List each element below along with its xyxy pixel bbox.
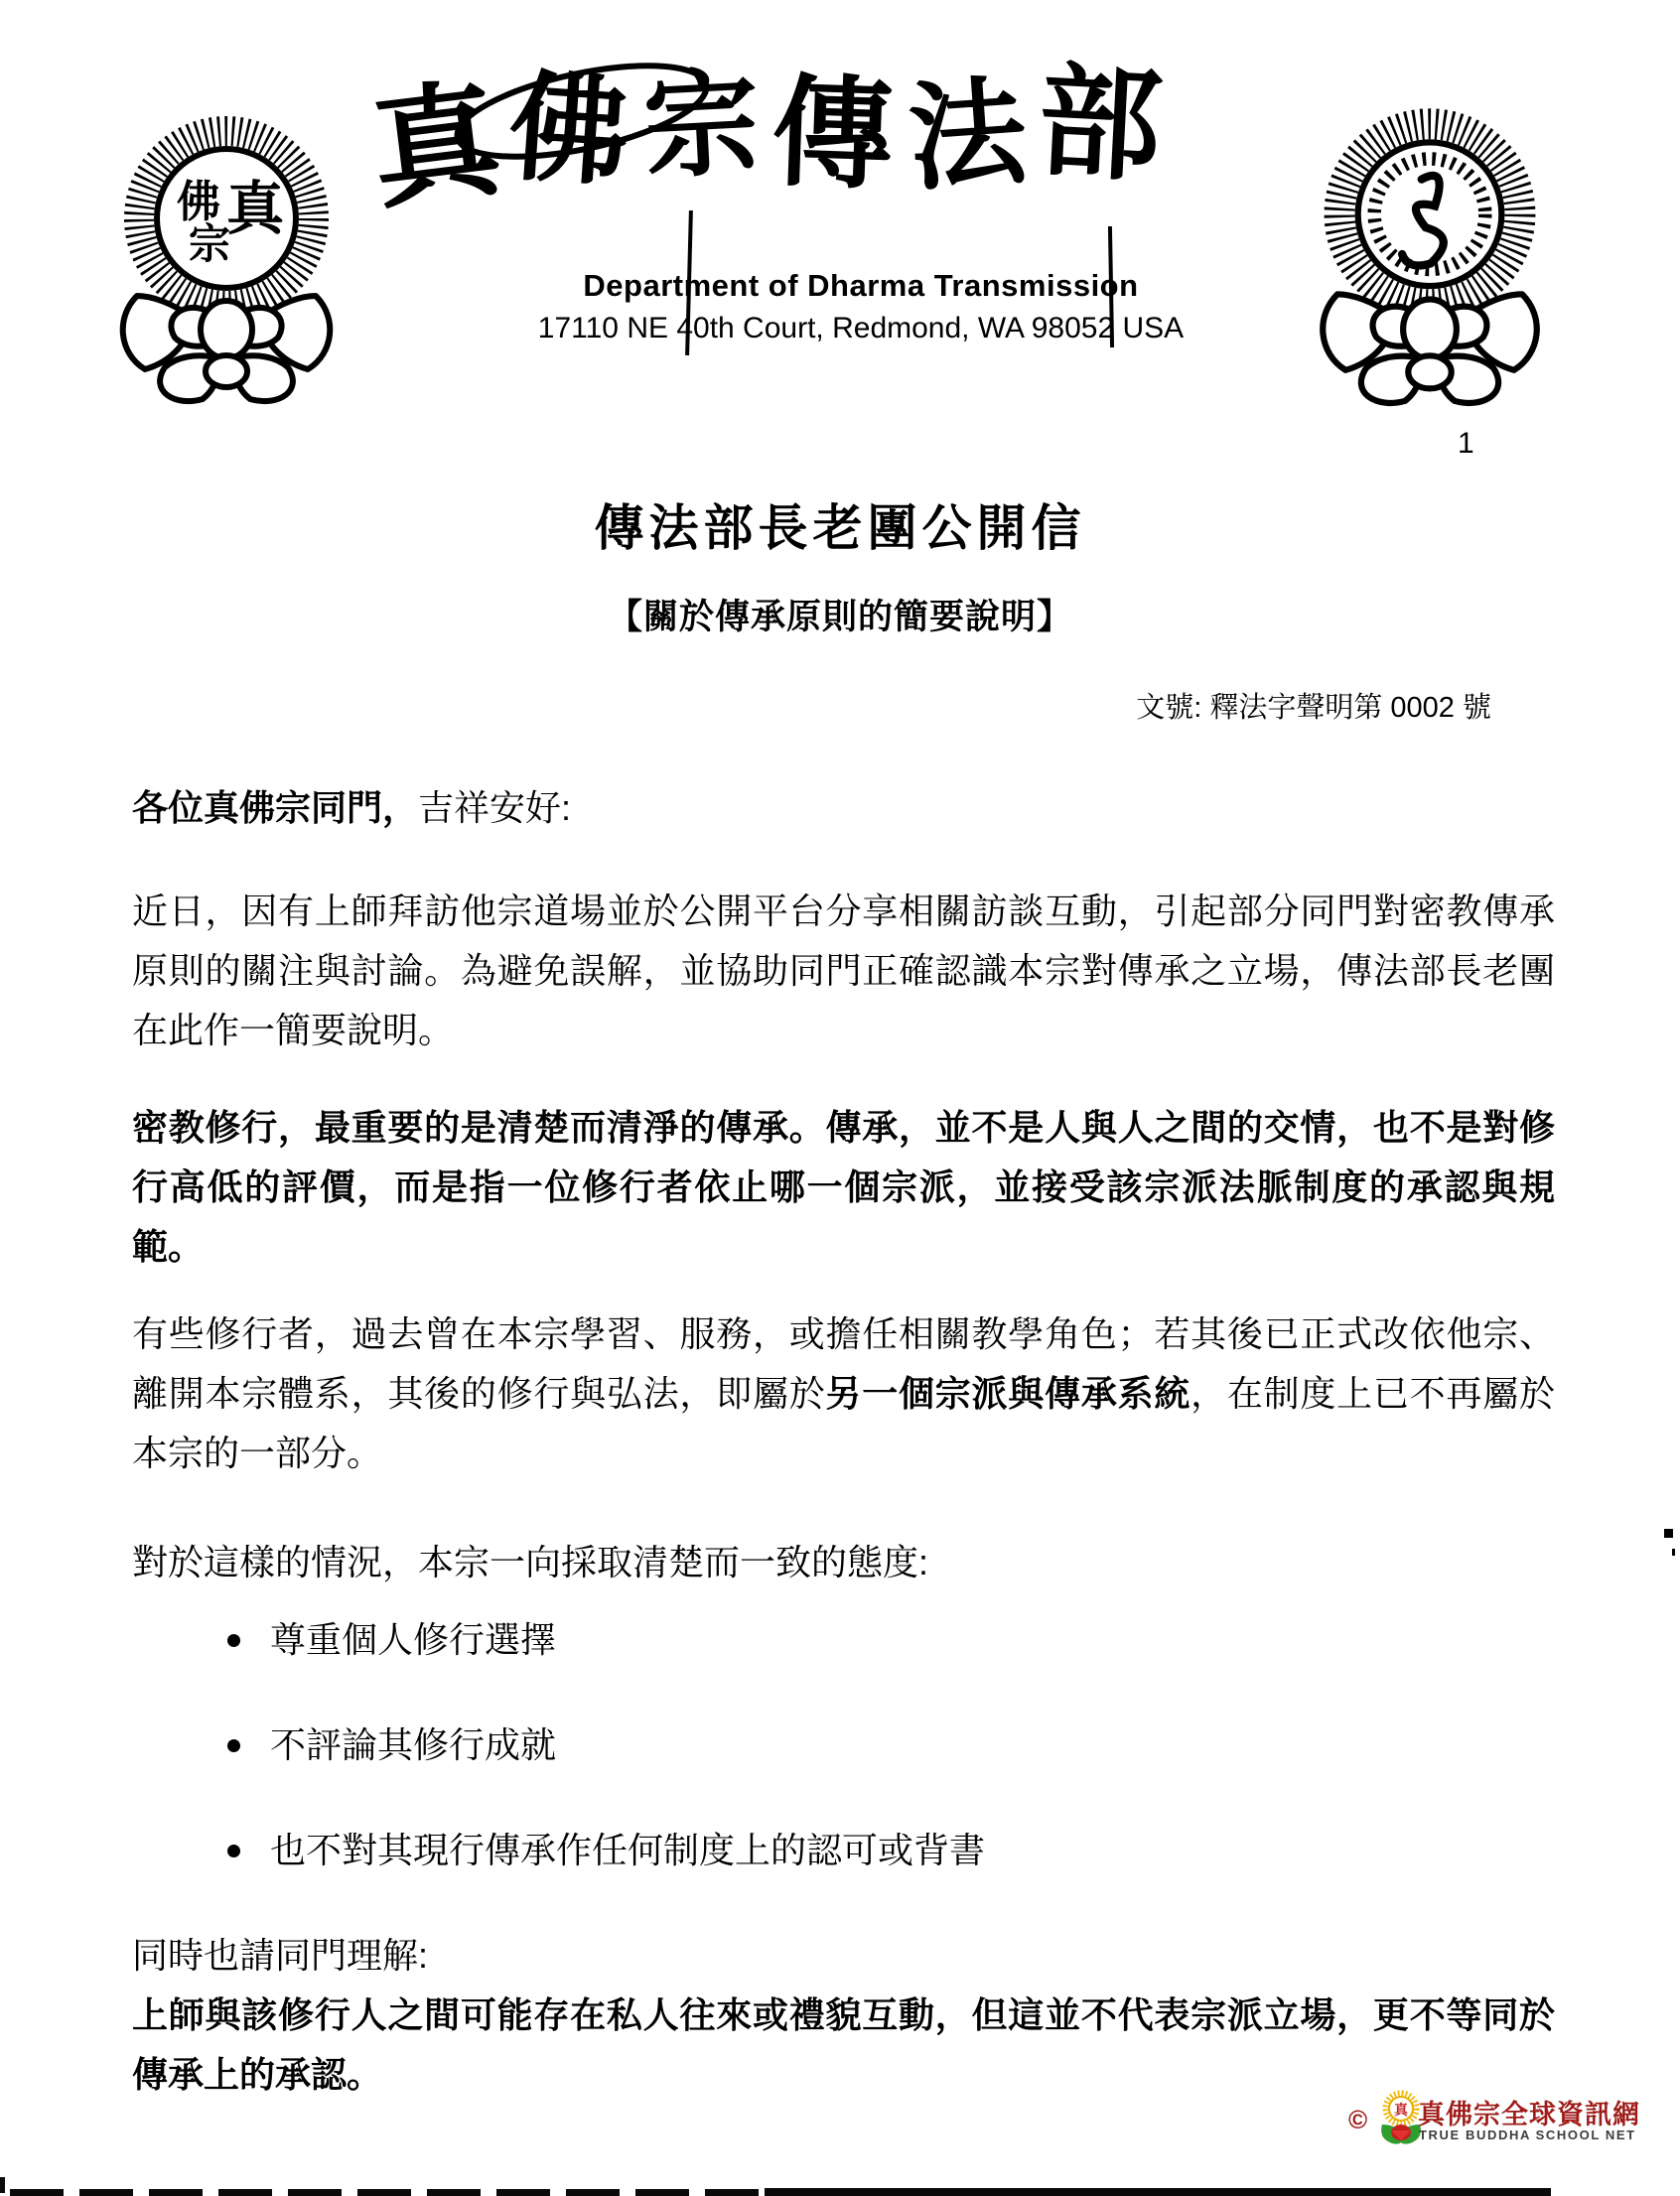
calligraphy-char: 佛 [504, 60, 633, 202]
emblem-char-mini: 真 [1394, 2102, 1408, 2118]
stance-bullet-list [132, 1610, 1555, 1880]
emblem-char-zong: 宗 [189, 220, 231, 267]
emblem-char-fo: 佛 [177, 178, 220, 226]
copyright-icon: © [1348, 2105, 1368, 2134]
letter-title: 傳法部長老團公開信 [594, 500, 1086, 556]
paragraph-understanding-intro: 同時也請同門理解: [132, 1935, 429, 1976]
scan-artifact-speck [1664, 1529, 1673, 1538]
letter-body [132, 778, 1555, 2105]
paragraph-other-lineage [132, 1304, 1555, 1483]
para3-text: ，在制度上已不再屬於本宗的一部分。 [132, 1373, 1555, 1473]
para3-emphasis: 另一個宗派與傳承系統 [825, 1373, 1191, 1414]
scan-artifact-speck [1672, 1549, 1675, 1556]
letter-subtitle: 【關於傳承原則的簡要說明】 [607, 598, 1072, 636]
emblem-char-zhen: 真 [226, 177, 285, 241]
lotus-petals [1323, 294, 1537, 403]
reference-number: 文號: 釋法字聲明第 0002 號 [1136, 692, 1491, 724]
greeting [132, 778, 1555, 838]
footer-site-name-en: TRUE BUDDHA SCHOOL NET [1419, 2127, 1636, 2142]
footer-site-name: 真佛宗全球資訊網 [1418, 2100, 1640, 2129]
department-address: 17110 NE 40th Court, Redmond, WA 98052 USA [537, 312, 1185, 344]
scan-artifact-tick [0, 2177, 5, 2193]
calligraphy-char: 宗 [640, 58, 763, 193]
seed-syllable-emblem-right [1291, 99, 1569, 407]
greeting-addressee: 各位真佛宗同門， [132, 787, 419, 828]
list-item [132, 1716, 1555, 1775]
bullet-icon [227, 1845, 240, 1857]
para3-text: 有些修行者，過去曾在本宗學習、服務，或擔任相關教學角色；若其後已正式改依他宗、離開本宗體系，其後的修行與弘法，即屬於 [132, 1313, 1555, 1414]
bullet-text: 也不對其現行傳承作任何制度上的認可或背書 [270, 1830, 986, 1870]
lotus-petals [123, 296, 331, 401]
list-item [132, 1610, 1555, 1670]
paragraph-personal-interaction: 上師與該修行人之間可能存在私人往來或禮貌互動，但這並不代表宗派立場，更不等同於傳承上的承認。 [132, 1994, 1555, 2095]
calligraphy-char: 法 [904, 66, 1031, 206]
calligraphy-school-name [363, 53, 1193, 256]
paragraph-background: 近日，因有上師拜訪他宗道場並於公開平台分享相關訪談互動，引起部分同門對密教傳承原則的關注與討論。為避免誤解，並協助同門正確認識本宗對傳承之立場，傳法部長老團在此作一簡要說明。 [132, 891, 1555, 1050]
bullet-text: 不評論其修行成就 [270, 1724, 557, 1765]
calligraphy-char: 傳 [770, 64, 896, 205]
department-name: Department of Dharma Transmission [583, 268, 1139, 303]
true-buddha-school-emblem-left [107, 107, 346, 405]
paragraph-stance-intro: 對於這樣的情況，本宗一向採取清楚而一致的態度: [132, 1542, 929, 1582]
scan-artifact-bar [10, 2189, 765, 2196]
bullet-text: 尊重個人修行選擇 [270, 1619, 557, 1660]
bullet-icon [227, 1739, 240, 1752]
calligraphy-char: 部 [1035, 53, 1166, 198]
list-item [132, 1821, 1555, 1880]
greeting-salutation: 吉祥安好: [418, 787, 572, 828]
bullet-icon [227, 1634, 240, 1647]
scan-artifact-bar [765, 2188, 1551, 2196]
calligraphy-char: 真 [363, 68, 508, 225]
paragraph-lineage-principle: 密教修行，最重要的是清楚而清淨的傳承。傳承，並不是人與人之間的交情，也不是對修行高低的評價，而是指一位修行者依止哪一個宗派，並接受該宗派法脈制度的承認與規範。 [132, 1107, 1555, 1267]
page-number: 1 [1458, 427, 1474, 460]
